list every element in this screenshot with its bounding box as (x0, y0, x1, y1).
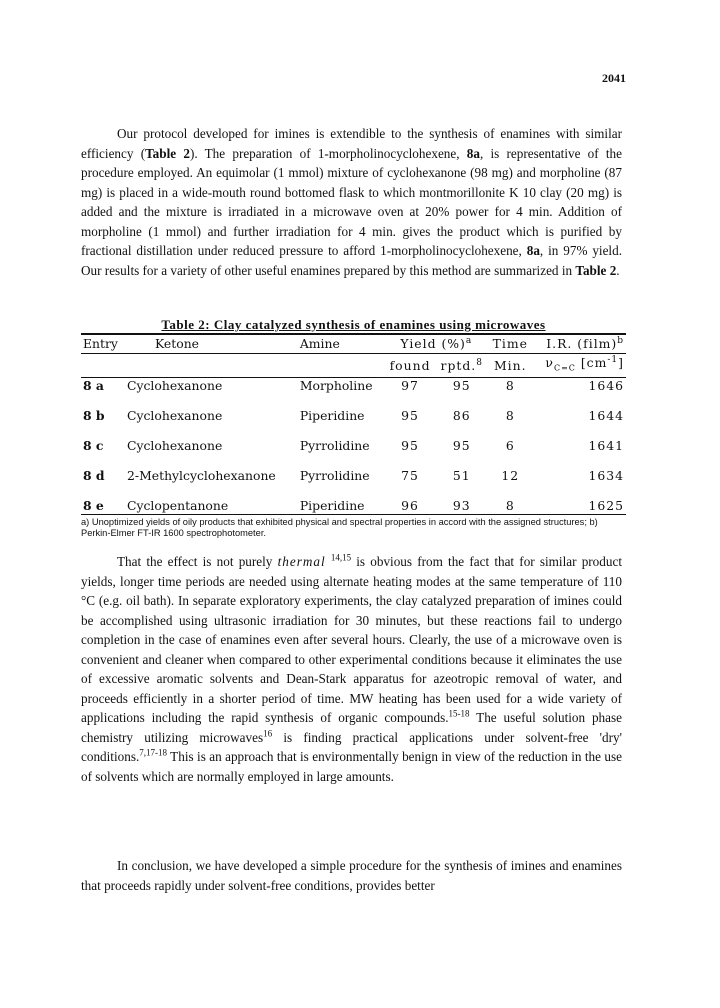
header-yield (385, 334, 488, 354)
citation: 14,15 (330, 552, 352, 563)
cell-ir: 1641 (588, 438, 624, 454)
header-amine: Amine (298, 334, 385, 354)
table-row (81, 378, 626, 395)
footnote-mark: b (617, 335, 624, 346)
table-ref: Table 2 (145, 145, 190, 161)
header-yield-label: Yield (%) (400, 336, 466, 351)
cell-found: 75 (401, 468, 419, 484)
reference-mark: 8 (476, 357, 483, 368)
cell-rptd: 95 (452, 438, 471, 454)
cell-time: 8 (488, 484, 532, 515)
text-run: The useful solution phase chemistry utilizing microwaves (81, 710, 622, 745)
text-run: , in 97% yield. Our results for a variety of other useful enamines prepared by this method are summarized in (81, 243, 622, 278)
footnote-mark: a (465, 335, 473, 346)
cell-ir: 1634 (588, 468, 624, 484)
text-run: is finding practical applications under solvent-free 'dry' conditions. (81, 729, 622, 764)
cell-ir: 1646 (533, 378, 627, 395)
table-2 (81, 317, 626, 539)
cell-rptd: 93 (435, 484, 488, 515)
text-run: , is representative of the procedure employed. An equimolar (1 mmol) mixture of cyclohexanone (98 mg) and morpholine (87 mg) is placed in a wide-mouth round bottomed flask to which montmorillonite K 10 clay (20 mg) is added and the mixture is irradiated in a microwave oven at 20% power for 4 min. Addition of morpholine (1 mmol) and further irradiation for 4 min. gives the product which is purified by fractional distillation under reduced pressure to afford 1-morpholinocyclohexene, (81, 145, 622, 258)
cell-rptd: 95 (435, 378, 488, 395)
citation: 15-18 (448, 708, 470, 719)
paragraph-enamine-protocol (81, 124, 622, 280)
header-entry: Entry (81, 334, 125, 354)
text-run: That the effect is not purely (117, 554, 278, 569)
header-ir-label: I.R. (film) (546, 336, 618, 351)
header-time: Time (488, 334, 532, 354)
cell-amine: Morpholine (298, 378, 385, 395)
table-title: Table 2: Clay catalyzed synthesis of enamines using microwaves (161, 317, 546, 332)
table-header-row (81, 334, 626, 354)
cell-rptd: 86 (452, 408, 471, 424)
citation: 7,17-18 (139, 747, 167, 758)
compound-ref: 8a (526, 243, 540, 258)
subheader-rptd-label: rptd. (440, 357, 477, 373)
text-run: is obvious from the fact that for similar product yields, longer time periods are needed using alternate heating modes at the same temperature of 110 °C (e.g. oil bath). In separate exploratory experiments, the clay catalyzed preparation of imines could be accomplished using ultrasonic irradiation for 30 minutes, but these reactions fail to undergo completion in the case of enamines even after several hours. Clearly, the use of a microwave oven is convenient and cleaner when compared to other experimental conditions because it eliminates the use of excessive aromatic solvents and Dean-Stark apparatus for azeotropic removal of water, and proceeds efficiently in a shorter period of time. MW heating has been used for a wide variety of applications including the rapid synthesis of organic compounds. (81, 554, 622, 725)
compound-ref: 8a (466, 145, 480, 161)
cell-ketone: Cyclohexanone (127, 408, 223, 424)
cell-found: 96 (385, 484, 436, 515)
unit-exp: -1 (607, 354, 619, 365)
cell-time: 8 (505, 408, 515, 424)
text-run: ). The preparation of 1-morpholinocyclohexene, (189, 145, 467, 161)
paragraph-thermal-effect (81, 552, 622, 786)
cell-entry: 8 d (83, 468, 105, 484)
cell-ketone: Cyclohexanone (125, 378, 298, 395)
cell-found: 95 (401, 438, 419, 454)
cell-rptd: 51 (452, 468, 471, 484)
cell-ir: 1625 (533, 484, 627, 515)
cell-time: 6 (505, 438, 515, 454)
table-row (81, 484, 626, 515)
cell-found: 97 (385, 378, 436, 395)
cell-ketone: Cyclopentanone (125, 484, 298, 515)
cell-ir: 1644 (588, 408, 624, 424)
table-ref: Table 2 (575, 262, 617, 278)
cell-ketone: 2-Methylcyclohexanone (127, 468, 276, 484)
table-subheader-row (81, 354, 626, 378)
subheader-rptd (435, 354, 488, 378)
text-run: . (616, 262, 620, 278)
unit: [cm (575, 355, 608, 370)
cell-entry: 8 b (83, 408, 105, 424)
table-row (81, 454, 626, 484)
italic-term: thermal (277, 554, 326, 569)
cell-entry: 8 c (83, 438, 104, 454)
paragraph-conclusion: In conclusion, we have developed a simple procedure for the synthesis of imines and enamines that proceeds rapidly under solvent-free conditions, provides better (81, 858, 622, 893)
header-ir (533, 334, 627, 354)
cell-found: 95 (401, 408, 419, 424)
cell-entry: 8 e (81, 484, 125, 515)
cell-amine: Pyrrolidine (299, 468, 370, 484)
cell-time: 12 (501, 468, 520, 484)
cell-amine: Piperidine (298, 484, 385, 515)
nu-symbol: ν (545, 355, 554, 370)
subscript: C=C (553, 363, 576, 373)
subheader-vcc (533, 354, 627, 378)
page-number: 2041 (602, 71, 626, 85)
unit-close: ] (618, 355, 624, 370)
enamine-table (81, 333, 626, 515)
text-run: Our protocol developed for imines is extendible to the synthesis of enamines with similar efficiency ( (81, 126, 622, 161)
citation: 16 (263, 728, 273, 739)
table-row (81, 394, 626, 424)
table-row (81, 424, 626, 454)
cell-ketone: Cyclohexanone (127, 438, 223, 454)
cell-amine: Pyrrolidine (299, 438, 370, 454)
subheader-min: Min. (493, 357, 527, 373)
subheader-found: found (389, 357, 431, 373)
cell-amine: Piperidine (299, 408, 365, 424)
cell-time: 8 (488, 378, 532, 395)
table-footnote: a) Unoptimized yields of oily products that exhibited physical and spectral properties in accord with the assigned structures; b) Perkin-Elmer FT-IR 1600 spectrophotometer. (81, 517, 598, 539)
header-ketone: Ketone (125, 334, 298, 354)
cell-entry: 8 a (81, 378, 125, 395)
text-run: This is an approach that is environmentally benign in view of the reduction in the use of solvents which are normally employed in large amounts. (81, 749, 622, 784)
